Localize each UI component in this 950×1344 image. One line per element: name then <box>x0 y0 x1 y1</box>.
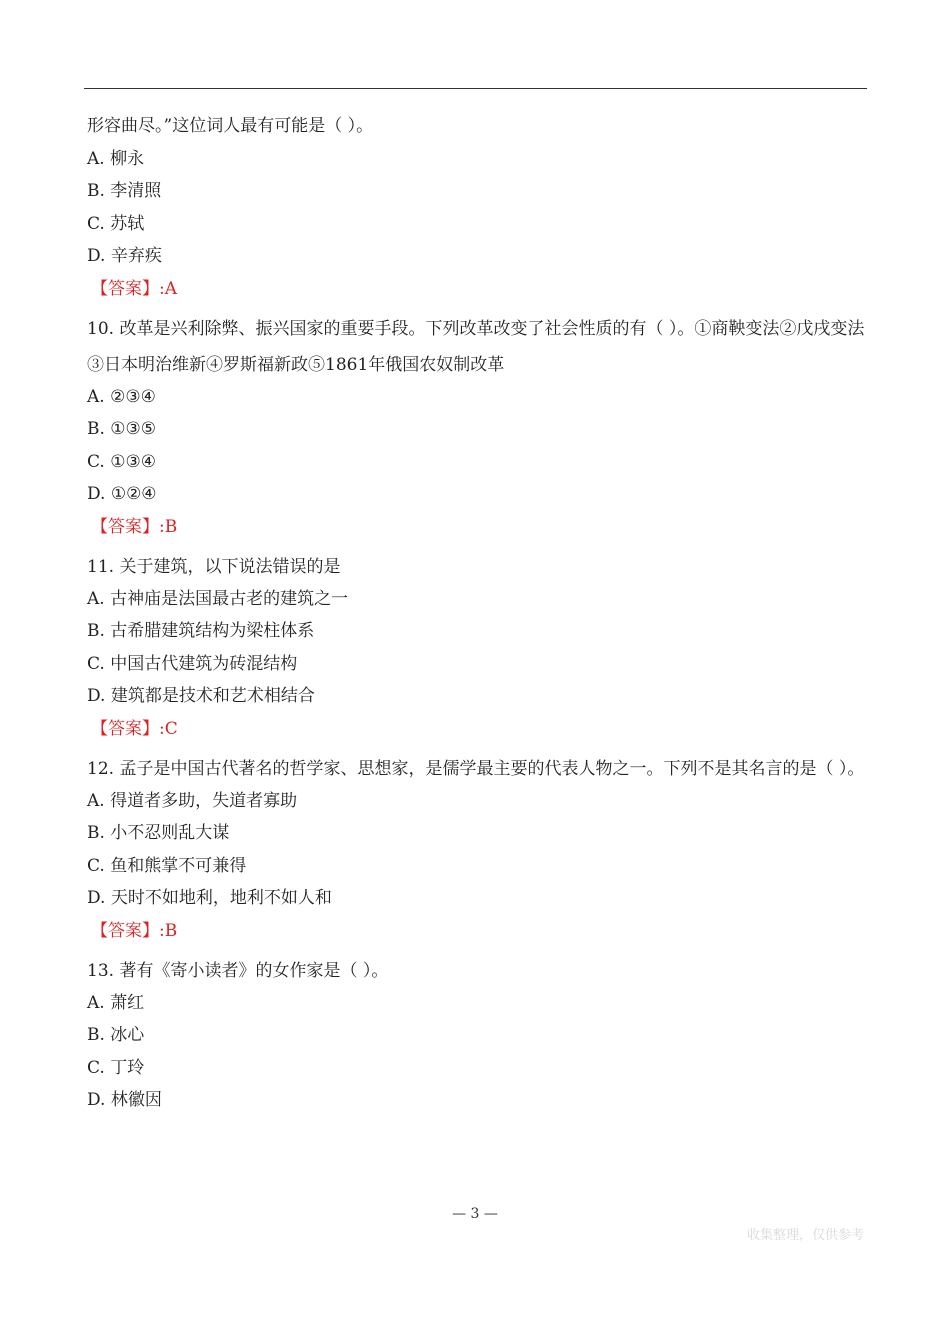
option-d: D. 辛弃疾 <box>87 246 162 266</box>
answer-label: 【答案】: <box>91 278 165 299</box>
option-c: C. 丁玲 <box>87 1057 145 1078</box>
option-b: B. 冰心 <box>87 1025 145 1045</box>
option-c: C. ①③④ <box>87 451 156 472</box>
option-b: B. ①③⑤ <box>87 419 157 439</box>
answer-label: 【答案】: <box>91 920 165 941</box>
answer-line <box>87 715 867 743</box>
option-a: A. 得道者多助，失道者寡助 <box>87 790 298 811</box>
option-b: B. 李清照 <box>87 181 162 201</box>
intro-line: 形容曲尽。”这位词人最有可能是（ ）。 <box>87 116 374 136</box>
question-13-stem: 13. 著有《寄小读者》的女作家是（ ）。 <box>87 960 389 981</box>
option-d: D. ①②④ <box>87 484 157 504</box>
option-a: A. 柳永 <box>87 148 145 169</box>
option-a: A. 萧红 <box>87 992 145 1013</box>
answer-value: C <box>164 718 178 739</box>
answer-label: 【答案】: <box>91 718 165 739</box>
answer-line <box>87 917 867 945</box>
answer-label: 【答案】: <box>91 516 165 537</box>
option-a: A. ②③④ <box>87 386 156 407</box>
option-d: D. 林徽因 <box>87 1090 162 1110</box>
answer-value: B <box>164 516 178 537</box>
question-10-stem: 10. 改革是兴利除弊、振兴国家的重要手段。下列改革改变了社会性质的有（ ）。①商鞅变法②戊戌变法③日本明治维新④罗斯福新政⑤1861年俄国农奴制改革 <box>87 318 865 375</box>
option-d: D. 天时不如地利，地利不如人和 <box>87 888 332 908</box>
footer-note: 收集整理，仅供参考 <box>746 1228 864 1243</box>
option-d: D. 建筑都是技术和艺术相结合 <box>87 686 315 706</box>
option-b: B. 小不忍则乱大谋 <box>87 823 230 843</box>
answer-line <box>87 275 867 303</box>
option-b: B. 古希腊建筑结构为梁柱体系 <box>87 621 315 641</box>
answer-value: B <box>164 920 178 941</box>
option-c: C. 苏轼 <box>87 213 145 234</box>
option-c: C. 鱼和熊掌不可兼得 <box>87 855 247 876</box>
question-11-stem: 11. 关于建筑，以下说法错误的是 <box>87 556 341 577</box>
document-body <box>87 112 867 1119</box>
answer-value: A <box>164 278 178 299</box>
option-a: A. 古神庙是法国最古老的建筑之一 <box>87 588 349 609</box>
header-rule <box>84 88 867 89</box>
question-12-stem: 12. 孟子是中国古代著名的哲学家、思想家，是儒学最主要的代表人物之一。下列不是其名言的是（ ）。 <box>87 758 865 779</box>
option-c: C. 中国古代建筑为砖混结构 <box>87 653 298 674</box>
answer-line <box>87 513 867 541</box>
page-number: — 3 — <box>452 1206 498 1222</box>
